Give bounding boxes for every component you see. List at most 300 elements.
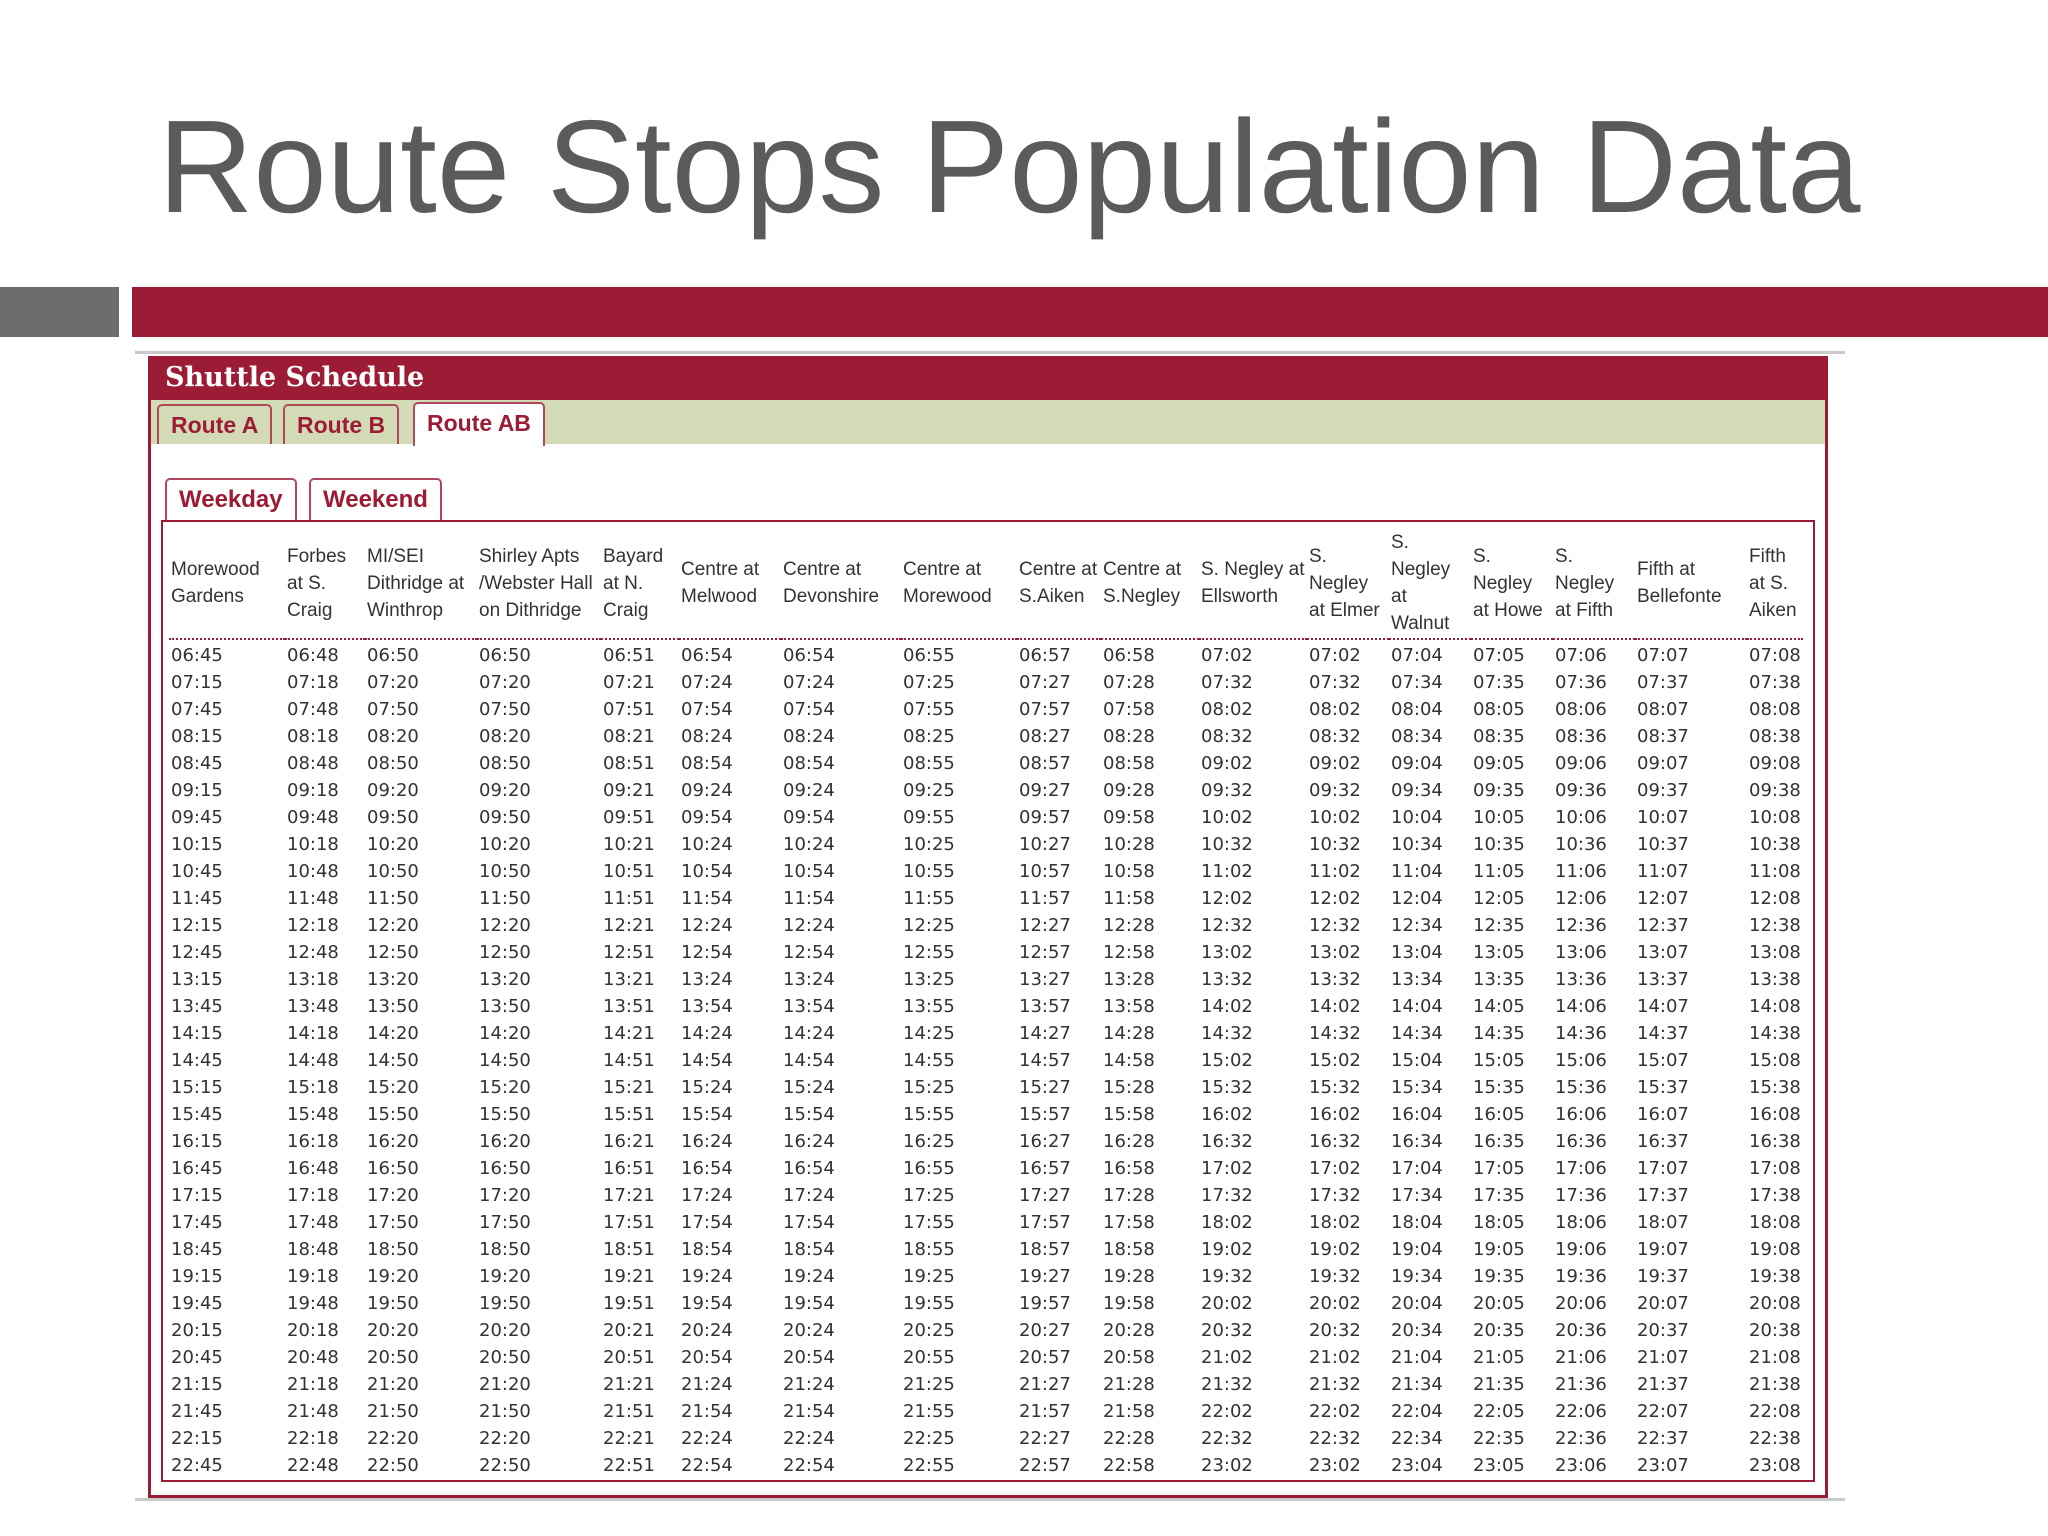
- tab-weekday[interactable]: Weekday: [165, 478, 297, 520]
- time-cell: 13:51: [603, 996, 655, 1017]
- time-cell: 13:15: [171, 969, 223, 990]
- time-cell: 08:50: [479, 753, 531, 774]
- time-cell: 10:15: [171, 834, 223, 855]
- time-cell: 19:24: [681, 1266, 733, 1287]
- route-tab-bar: [151, 400, 1825, 444]
- time-cell: 14:32: [1309, 1023, 1361, 1044]
- time-cell: 11:54: [783, 888, 835, 909]
- time-cell: 19:24: [783, 1266, 835, 1287]
- time-cell: 22:24: [783, 1428, 835, 1449]
- time-cell: 14:06: [1555, 996, 1607, 1017]
- time-cell: 14:34: [1391, 1023, 1443, 1044]
- time-cell: 20:08: [1749, 1293, 1801, 1314]
- time-cell: 16:04: [1391, 1104, 1443, 1125]
- time-cell: 21:18: [287, 1374, 339, 1395]
- time-cell: 13:24: [681, 969, 733, 990]
- time-cell: 19:08: [1749, 1239, 1801, 1260]
- time-cell: 14:54: [783, 1050, 835, 1071]
- time-cell: 09:48: [287, 807, 339, 828]
- time-cell: 06:54: [783, 645, 835, 666]
- time-cell: 14:55: [903, 1050, 955, 1071]
- time-cell: 12:54: [783, 942, 835, 963]
- time-cell: 09:32: [1201, 780, 1253, 801]
- time-cell: 09:37: [1637, 780, 1689, 801]
- time-cell: 12:51: [603, 942, 655, 963]
- table-row: [169, 696, 1803, 723]
- time-cell: 14:04: [1391, 996, 1443, 1017]
- time-cell: 07:45: [171, 699, 223, 720]
- column-header: Fifth at S. Aiken: [1747, 528, 1803, 639]
- time-cell: 16:06: [1555, 1104, 1607, 1125]
- time-cell: 08:54: [681, 753, 733, 774]
- time-cell: 19:54: [783, 1293, 835, 1314]
- time-cell: 20:07: [1637, 1293, 1689, 1314]
- time-cell: 22:34: [1391, 1428, 1443, 1449]
- time-cell: 12:25: [903, 915, 955, 936]
- time-cell: 07:54: [681, 699, 733, 720]
- time-cell: 20:21: [603, 1320, 655, 1341]
- time-cell: 13:35: [1473, 969, 1525, 990]
- time-cell: 16:02: [1309, 1104, 1361, 1125]
- time-cell: 22:35: [1473, 1428, 1525, 1449]
- time-cell: 19:57: [1019, 1293, 1071, 1314]
- time-cell: 19:58: [1103, 1293, 1155, 1314]
- time-cell: 18:48: [287, 1239, 339, 1260]
- time-cell: 16:51: [603, 1158, 655, 1179]
- time-cell: 15:45: [171, 1104, 223, 1125]
- time-cell: 20:24: [681, 1320, 733, 1341]
- time-cell: 07:36: [1555, 672, 1607, 693]
- time-cell: 20:55: [903, 1347, 955, 1368]
- time-cell: 22:54: [783, 1455, 835, 1476]
- time-cell: 07:02: [1201, 645, 1253, 666]
- time-cell: 20:35: [1473, 1320, 1525, 1341]
- time-cell: 21:04: [1391, 1347, 1443, 1368]
- time-cell: 21:15: [171, 1374, 223, 1395]
- table-row: [169, 885, 1803, 912]
- time-cell: 19:55: [903, 1293, 955, 1314]
- time-cell: 08:21: [603, 726, 655, 747]
- panel-title: Shuttle Schedule: [151, 356, 1825, 400]
- time-cell: 07:02: [1309, 645, 1361, 666]
- time-cell: 16:32: [1309, 1131, 1361, 1152]
- time-cell: 11:02: [1201, 861, 1253, 882]
- time-cell: 16:32: [1201, 1131, 1253, 1152]
- column-header: Forbes at S. Craig: [285, 528, 365, 639]
- column-header: S. Negley at Fifth: [1553, 528, 1635, 639]
- time-cell: 21:25: [903, 1374, 955, 1395]
- time-cell: 10:18: [287, 834, 339, 855]
- time-cell: 10:35: [1473, 834, 1525, 855]
- time-cell: 09:07: [1637, 753, 1689, 774]
- time-cell: 22:02: [1201, 1401, 1253, 1422]
- time-cell: 11:58: [1103, 888, 1155, 909]
- time-cell: 14:18: [287, 1023, 339, 1044]
- column-header: S. Negley at Ellsworth: [1199, 528, 1307, 639]
- time-cell: 13:08: [1749, 942, 1801, 963]
- accent-bar-gray: [0, 287, 119, 337]
- time-cell: 22:50: [367, 1455, 419, 1476]
- time-cell: 15:50: [479, 1104, 531, 1125]
- time-cell: 21:55: [903, 1401, 955, 1422]
- time-cell: 10:50: [479, 861, 531, 882]
- column-header: MI/SEI Dithridge at Winthrop: [365, 528, 477, 639]
- time-cell: 13:02: [1309, 942, 1361, 963]
- time-cell: 16:54: [681, 1158, 733, 1179]
- time-cell: 17:57: [1019, 1212, 1071, 1233]
- time-cell: 18:57: [1019, 1239, 1071, 1260]
- time-cell: 07:50: [367, 699, 419, 720]
- tab-weekend[interactable]: Weekend: [309, 478, 442, 520]
- time-cell: 15:48: [287, 1104, 339, 1125]
- time-cell: 09:57: [1019, 807, 1071, 828]
- time-cell: 08:32: [1201, 726, 1253, 747]
- time-cell: 07:32: [1309, 672, 1361, 693]
- time-cell: 10:24: [783, 834, 835, 855]
- time-cell: 18:51: [603, 1239, 655, 1260]
- time-cell: 07:27: [1019, 672, 1071, 693]
- time-cell: 11:08: [1749, 861, 1801, 882]
- time-cell: 20:18: [287, 1320, 339, 1341]
- time-cell: 07:24: [681, 672, 733, 693]
- time-cell: 21:54: [783, 1401, 835, 1422]
- time-cell: 09:50: [479, 807, 531, 828]
- time-cell: 17:32: [1309, 1185, 1361, 1206]
- time-cell: 12:21: [603, 915, 655, 936]
- table-row: [169, 1209, 1803, 1236]
- time-cell: 16:28: [1103, 1131, 1155, 1152]
- time-cell: 19:50: [367, 1293, 419, 1314]
- column-header: Centre at Morewood: [901, 528, 1017, 639]
- time-cell: 12:45: [171, 942, 223, 963]
- time-cell: 22:21: [603, 1428, 655, 1449]
- time-cell: 08:35: [1473, 726, 1525, 747]
- time-cell: 18:06: [1555, 1212, 1607, 1233]
- time-cell: 20:15: [171, 1320, 223, 1341]
- time-cell: 22:20: [367, 1428, 419, 1449]
- table-header-row: [169, 528, 1803, 639]
- time-cell: 13:21: [603, 969, 655, 990]
- table-row: [169, 777, 1803, 804]
- time-cell: 07:48: [287, 699, 339, 720]
- time-cell: 09:54: [783, 807, 835, 828]
- time-cell: 15:27: [1019, 1077, 1071, 1098]
- shuttle-schedule-panel: [148, 356, 1828, 1498]
- time-cell: 15:54: [783, 1104, 835, 1125]
- time-cell: 15:28: [1103, 1077, 1155, 1098]
- time-cell: 10:07: [1637, 807, 1689, 828]
- time-cell: 14:36: [1555, 1023, 1607, 1044]
- time-cell: 15:25: [903, 1077, 955, 1098]
- time-cell: 12:06: [1555, 888, 1607, 909]
- time-cell: 20:25: [903, 1320, 955, 1341]
- time-cell: 15:15: [171, 1077, 223, 1098]
- time-cell: 22:48: [287, 1455, 339, 1476]
- time-cell: 10:04: [1391, 807, 1443, 828]
- column-header: Centre at S.Aiken: [1017, 528, 1101, 639]
- table-row: [169, 1182, 1803, 1209]
- time-cell: 08:20: [367, 726, 419, 747]
- time-cell: 13:18: [287, 969, 339, 990]
- time-cell: 19:50: [479, 1293, 531, 1314]
- time-cell: 20:54: [783, 1347, 835, 1368]
- time-cell: 14:24: [783, 1023, 835, 1044]
- time-cell: 12:02: [1201, 888, 1253, 909]
- time-cell: 18:02: [1201, 1212, 1253, 1233]
- time-cell: 08:58: [1103, 753, 1155, 774]
- table-row: [169, 1398, 1803, 1425]
- time-cell: 16:58: [1103, 1158, 1155, 1179]
- column-header: S. Negley at Walnut: [1389, 528, 1471, 639]
- tab-route-b[interactable]: Route B: [283, 404, 399, 444]
- time-cell: 11:51: [603, 888, 655, 909]
- time-cell: 17:02: [1201, 1158, 1253, 1179]
- time-cell: 10:06: [1555, 807, 1607, 828]
- time-cell: 09:35: [1473, 780, 1525, 801]
- time-cell: 14:50: [479, 1050, 531, 1071]
- time-cell: 16:27: [1019, 1131, 1071, 1152]
- table-row: [169, 1101, 1803, 1128]
- time-cell: 14:20: [479, 1023, 531, 1044]
- time-cell: 09:04: [1391, 753, 1443, 774]
- time-cell: 15:07: [1637, 1050, 1689, 1071]
- time-cell: 08:25: [903, 726, 955, 747]
- time-cell: 15:20: [479, 1077, 531, 1098]
- time-cell: 10:20: [367, 834, 419, 855]
- time-cell: 17:27: [1019, 1185, 1071, 1206]
- column-header: Centre at S.Negley: [1101, 528, 1199, 639]
- time-cell: 21:57: [1019, 1401, 1071, 1422]
- time-cell: 17:15: [171, 1185, 223, 1206]
- accent-bar-red: [132, 287, 2048, 337]
- time-cell: 10:48: [287, 861, 339, 882]
- column-header: Bayard at N. Craig: [601, 528, 679, 639]
- time-cell: 16:21: [603, 1131, 655, 1152]
- time-cell: 22:36: [1555, 1428, 1607, 1449]
- time-cell: 14:51: [603, 1050, 655, 1071]
- time-cell: 19:35: [1473, 1266, 1525, 1287]
- time-cell: 15:21: [603, 1077, 655, 1098]
- time-cell: 19:25: [903, 1266, 955, 1287]
- time-cell: 12:35: [1473, 915, 1525, 936]
- time-cell: 13:28: [1103, 969, 1155, 990]
- table-row: [169, 912, 1803, 939]
- time-cell: 11:02: [1309, 861, 1361, 882]
- time-cell: 16:34: [1391, 1131, 1443, 1152]
- time-cell: 14:02: [1201, 996, 1253, 1017]
- time-cell: 13:50: [479, 996, 531, 1017]
- time-cell: 12:24: [681, 915, 733, 936]
- time-cell: 09:38: [1749, 780, 1801, 801]
- time-cell: 12:54: [681, 942, 733, 963]
- time-cell: 09:18: [287, 780, 339, 801]
- time-cell: 11:50: [367, 888, 419, 909]
- time-cell: 18:04: [1391, 1212, 1443, 1233]
- table-row: [169, 1155, 1803, 1182]
- time-cell: 20:24: [783, 1320, 835, 1341]
- time-cell: 13:20: [479, 969, 531, 990]
- time-cell: 22:37: [1637, 1428, 1689, 1449]
- time-cell: 17:24: [681, 1185, 733, 1206]
- time-cell: 12:48: [287, 942, 339, 963]
- time-cell: 10:54: [783, 861, 835, 882]
- time-cell: 21:06: [1555, 1347, 1607, 1368]
- time-cell: 21:36: [1555, 1374, 1607, 1395]
- table-row: [169, 939, 1803, 966]
- time-cell: 19:20: [367, 1266, 419, 1287]
- time-cell: 12:07: [1637, 888, 1689, 909]
- time-cell: 20:54: [681, 1347, 733, 1368]
- time-cell: 21:32: [1309, 1374, 1361, 1395]
- time-cell: 18:07: [1637, 1212, 1689, 1233]
- time-cell: 17:36: [1555, 1185, 1607, 1206]
- time-cell: 08:27: [1019, 726, 1071, 747]
- time-cell: 14:25: [903, 1023, 955, 1044]
- time-cell: 07:50: [479, 699, 531, 720]
- time-cell: 13:24: [783, 969, 835, 990]
- time-cell: 08:34: [1391, 726, 1443, 747]
- time-cell: 13:04: [1391, 942, 1443, 963]
- time-cell: 22:04: [1391, 1401, 1443, 1422]
- time-cell: 13:45: [171, 996, 223, 1017]
- time-cell: 17:25: [903, 1185, 955, 1206]
- time-cell: 10:02: [1201, 807, 1253, 828]
- time-cell: 14:54: [681, 1050, 733, 1071]
- time-cell: 09:08: [1749, 753, 1801, 774]
- time-cell: 13:57: [1019, 996, 1071, 1017]
- time-cell: 23:04: [1391, 1455, 1443, 1476]
- time-cell: 15:24: [783, 1077, 835, 1098]
- column-header: S. Negley at Elmer: [1307, 528, 1389, 639]
- table-row: [169, 858, 1803, 885]
- time-cell: 14:07: [1637, 996, 1689, 1017]
- time-cell: 17:20: [367, 1185, 419, 1206]
- time-cell: 19:07: [1637, 1239, 1689, 1260]
- time-cell: 20:20: [367, 1320, 419, 1341]
- time-cell: 13:32: [1309, 969, 1361, 990]
- time-cell: 08:51: [603, 753, 655, 774]
- time-cell: 14:24: [681, 1023, 733, 1044]
- time-cell: 09:24: [783, 780, 835, 801]
- time-cell: 14:48: [287, 1050, 339, 1071]
- time-cell: 18:45: [171, 1239, 223, 1260]
- time-cell: 11:05: [1473, 861, 1525, 882]
- tab-route-a[interactable]: Route A: [157, 404, 272, 444]
- time-cell: 13:34: [1391, 969, 1443, 990]
- time-cell: 17:20: [479, 1185, 531, 1206]
- time-cell: 17:24: [783, 1185, 835, 1206]
- time-cell: 17:51: [603, 1212, 655, 1233]
- time-cell: 07:51: [603, 699, 655, 720]
- tab-route-ab[interactable]: Route AB: [413, 402, 545, 446]
- time-cell: 07:21: [603, 672, 655, 693]
- time-cell: 20:05: [1473, 1293, 1525, 1314]
- time-cell: 09:55: [903, 807, 955, 828]
- time-cell: 13:37: [1637, 969, 1689, 990]
- time-cell: 10:32: [1201, 834, 1253, 855]
- time-cell: 10:36: [1555, 834, 1607, 855]
- table-row: [169, 1371, 1803, 1398]
- time-cell: 17:54: [783, 1212, 835, 1233]
- time-cell: 13:36: [1555, 969, 1607, 990]
- time-cell: 08:20: [479, 726, 531, 747]
- time-cell: 09:06: [1555, 753, 1607, 774]
- time-cell: 15:24: [681, 1077, 733, 1098]
- time-cell: 13:58: [1103, 996, 1155, 1017]
- time-cell: 19:36: [1555, 1266, 1607, 1287]
- time-cell: 16:57: [1019, 1158, 1071, 1179]
- column-header: Fifth at Bellefonte: [1635, 528, 1747, 639]
- time-cell: 17:45: [171, 1212, 223, 1233]
- time-cell: 19:21: [603, 1266, 655, 1287]
- time-cell: 08:04: [1391, 699, 1443, 720]
- time-cell: 19:20: [479, 1266, 531, 1287]
- time-cell: 15:32: [1201, 1077, 1253, 1098]
- time-cell: 23:07: [1637, 1455, 1689, 1476]
- time-cell: 11:45: [171, 888, 223, 909]
- time-cell: 15:36: [1555, 1077, 1607, 1098]
- time-cell: 16:07: [1637, 1104, 1689, 1125]
- time-cell: 12:55: [903, 942, 955, 963]
- time-cell: 22:05: [1473, 1401, 1525, 1422]
- time-cell: 15:20: [367, 1077, 419, 1098]
- time-cell: 14:58: [1103, 1050, 1155, 1071]
- time-cell: 08:02: [1201, 699, 1253, 720]
- time-cell: 12:08: [1749, 888, 1801, 909]
- time-cell: 21:38: [1749, 1374, 1801, 1395]
- time-cell: 22:32: [1309, 1428, 1361, 1449]
- time-cell: 22:18: [287, 1428, 339, 1449]
- time-cell: 13:06: [1555, 942, 1607, 963]
- time-cell: 17:21: [603, 1185, 655, 1206]
- time-cell: 22:07: [1637, 1401, 1689, 1422]
- time-cell: 13:27: [1019, 969, 1071, 990]
- time-cell: 16:45: [171, 1158, 223, 1179]
- time-cell: 09:51: [603, 807, 655, 828]
- time-cell: 15:05: [1473, 1050, 1525, 1071]
- time-cell: 12:50: [479, 942, 531, 963]
- time-cell: 08:24: [681, 726, 733, 747]
- time-cell: 07:57: [1019, 699, 1071, 720]
- time-cell: 20:50: [367, 1347, 419, 1368]
- time-cell: 16:35: [1473, 1131, 1525, 1152]
- time-cell: 17:04: [1391, 1158, 1443, 1179]
- time-cell: 17:34: [1391, 1185, 1443, 1206]
- time-cell: 16:02: [1201, 1104, 1253, 1125]
- table-row: [169, 1344, 1803, 1371]
- time-cell: 16:48: [287, 1158, 339, 1179]
- time-cell: 22:08: [1749, 1401, 1801, 1422]
- time-cell: 16:20: [367, 1131, 419, 1152]
- column-header: Morewood Gardens: [169, 528, 285, 639]
- time-cell: 19:02: [1201, 1239, 1253, 1260]
- time-cell: 06:45: [171, 645, 223, 666]
- time-cell: 10:38: [1749, 834, 1801, 855]
- time-cell: 16:54: [783, 1158, 835, 1179]
- time-cell: 12:15: [171, 915, 223, 936]
- time-cell: 21:24: [681, 1374, 733, 1395]
- time-cell: 19:34: [1391, 1266, 1443, 1287]
- time-cell: 19:05: [1473, 1239, 1525, 1260]
- time-cell: 12:24: [783, 915, 835, 936]
- time-cell: 16:50: [367, 1158, 419, 1179]
- time-cell: 08:55: [903, 753, 955, 774]
- time-cell: 19:04: [1391, 1239, 1443, 1260]
- table-row: [169, 1452, 1803, 1479]
- table-row: [169, 1020, 1803, 1047]
- schedule-table-container: [161, 520, 1815, 1482]
- time-cell: 20:20: [479, 1320, 531, 1341]
